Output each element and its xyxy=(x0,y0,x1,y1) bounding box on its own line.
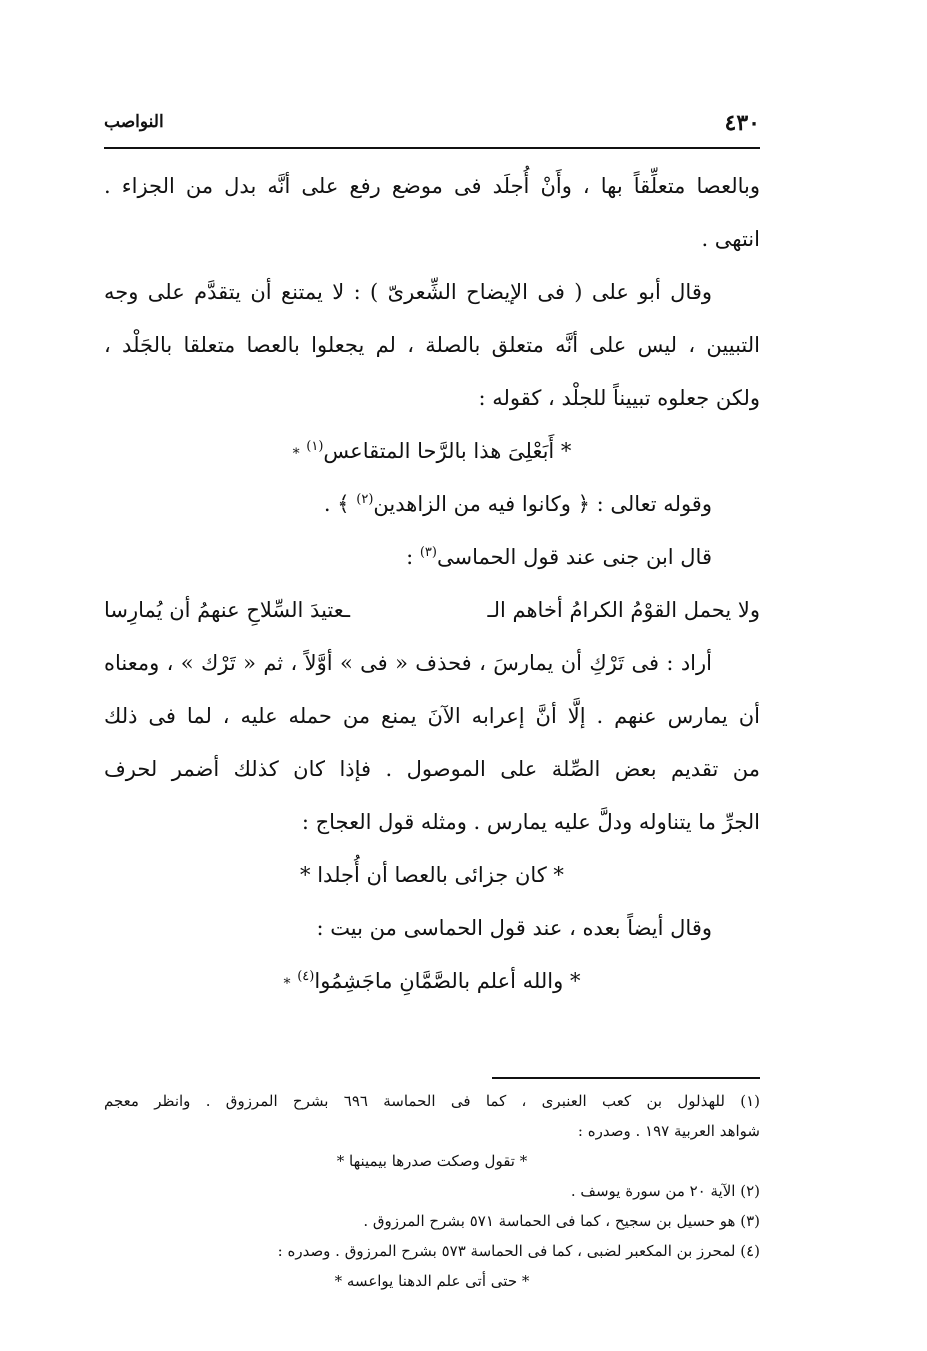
footnote-ref: (٢) xyxy=(356,492,374,507)
page-header xyxy=(104,104,760,144)
quote-close: ﴾ . xyxy=(323,492,350,516)
hemistich-second: ـعتيدَ السِّلاحِ عنهمُ أن يُمارِسا xyxy=(104,598,351,622)
citation-text: قال ابن جنى عند قول الحماسى xyxy=(436,545,712,569)
footnote-rule xyxy=(492,1077,760,1079)
footnote-4-verse: * حتى أتى علم الدهنا يواعسه * xyxy=(334,1272,530,1290)
footnote-ref: (١) xyxy=(306,439,324,454)
text-line: التبيين ، ليس على أنَّه متعلق بالصلة ، لم يجعلوا بالعصا متعلقا بالجَلْد ، xyxy=(104,333,760,357)
text-line: أن يمارس عنهم . إلَّا أنَّ إعرابه الآنَ يمنع من حمله عليه ، لما فى ذلك xyxy=(104,704,760,728)
verse-line xyxy=(104,425,760,478)
verse-text: * والله أعلم بالصَّمَّانِ ماجَشِمُوا xyxy=(314,969,581,993)
header-rule xyxy=(104,147,760,149)
poetry-couplet xyxy=(104,584,760,637)
footnote-ref: (٤) xyxy=(297,969,315,984)
text-line: الجرِّ ما يتناوله ودلَّ عليه يمارس . ومثله قول العجاج : xyxy=(301,810,760,834)
text-line: وقال أبو على ( فى الإيضاح الشِّعرىّ ) : لا يمتنع أن يتقدَّم على وجه xyxy=(104,280,712,304)
quran-quote: وقوله تعالى : ﴿ وكانوا فيه من الزاهدين xyxy=(373,492,712,516)
main-text xyxy=(104,160,760,1008)
verse-line xyxy=(104,955,760,1008)
text-line xyxy=(104,478,760,531)
verse-line: * كان جزائى بالعصا أن أُجلدا * xyxy=(300,863,564,887)
page-number: ٤٣٠ xyxy=(724,110,760,136)
text-line: وبالعصا متعلِّقاً بها ، وأَنْ أُجلَد فى موضع رفع على أنَّه بدل من الجزاء . xyxy=(104,174,760,198)
footnotes xyxy=(104,1086,760,1296)
verse-star: * xyxy=(292,446,300,462)
text-line: من تقديم بعض الصِّلة على الموصول . فإذا كان كذلك أضمر لحرف xyxy=(104,757,760,781)
footnote-3: (٣) هو حسيل بن سجيح ، كما فى الحماسة ٥٧١ بشرح المرزوق . xyxy=(363,1212,760,1230)
text-line: انتهى . xyxy=(701,227,760,251)
footnote-ref: (٣) xyxy=(419,545,437,560)
text-line: ولكن جعلوه تبييناً للجلْد ، كقوله : xyxy=(478,386,760,410)
running-title: النواصب xyxy=(104,112,164,132)
footnote-1-verse: * تقول وصكت صدرها بيمينها * xyxy=(336,1152,528,1170)
verse-text: * أَبَعْلِىَ هذا بالرَّحا المتقاعس xyxy=(323,439,572,463)
footnote-2: (٢) الآية ٢٠ من سورة يوسف . xyxy=(570,1182,760,1200)
text-line: وقال أيضاً بعده ، عند قول الحماسى من بيت : xyxy=(316,916,712,940)
hemistich-first: ولا يحمل القوْمُ الكرامُ أخاهم الـ xyxy=(487,598,760,622)
verse-star: * xyxy=(283,976,291,992)
text-line xyxy=(104,531,760,584)
text-line: أراد : فى تَرْكِ أن يمارسَ ، فحذف « فى » أوَّلاً ، ثم « تَرْك » ، ومعناه xyxy=(104,651,712,675)
footnote-1-cont: شواهد العربية ١٩٧ . وصدره : xyxy=(577,1122,760,1140)
footnote-4: (٤) لمحرز بن المكعبر لضبى ، كما فى الحماسة ٥٧٣ بشرح المرزوق . وصدره : xyxy=(277,1242,760,1260)
colon: : xyxy=(406,545,414,569)
footnote-1: (١) للهذلول بن كعب العنبرى ، كما فى الحماسة ٦٩٦ بشرح المرزوق . وانظر معجم xyxy=(104,1092,760,1110)
